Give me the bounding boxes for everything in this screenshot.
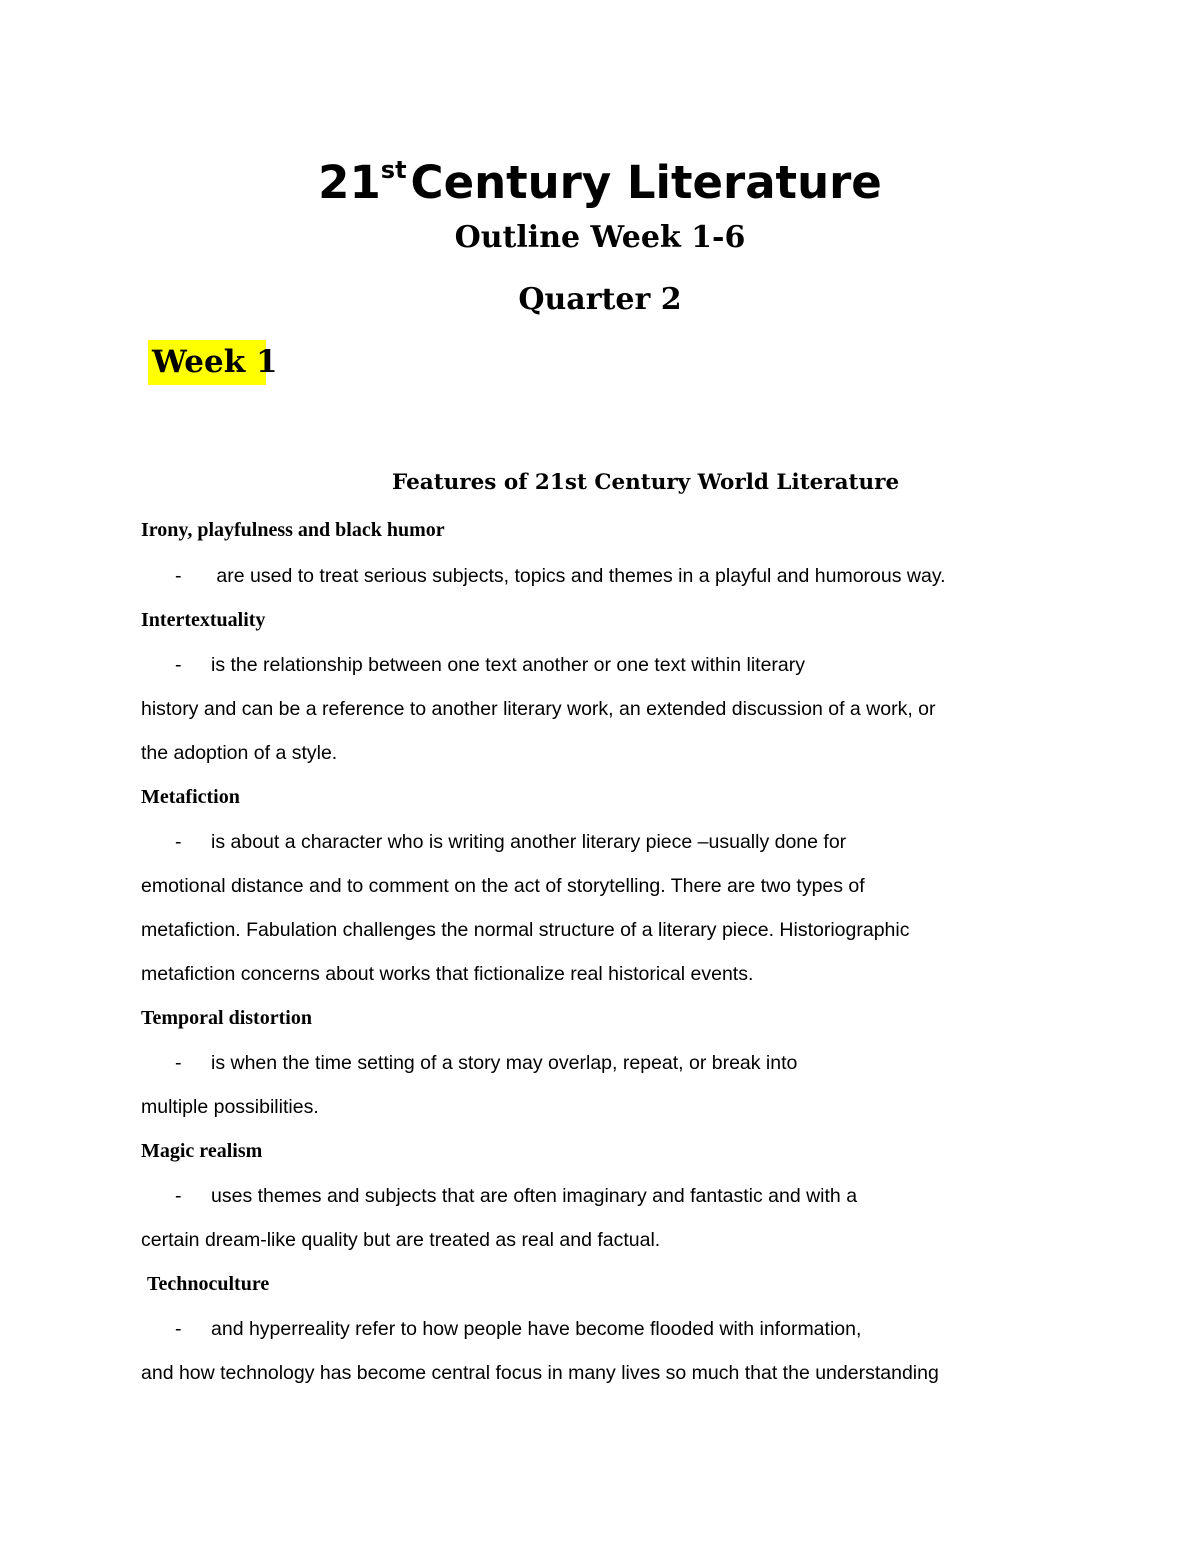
feature-bullet	[175, 1182, 857, 1210]
feature-continuation: emotional distance and to comment on the act of storytelling. There are two types of	[141, 875, 865, 897]
feature-bullet	[175, 562, 946, 590]
feature-term: Temporal distortion	[141, 1007, 312, 1029]
feature-description: and hyperreality refer to how people have become flooded with information,	[211, 1318, 862, 1340]
feature-term: Irony, playfulness and black humor	[141, 519, 445, 541]
bullet-dash: -	[175, 1318, 182, 1340]
feature-bullet	[175, 651, 805, 679]
feature-term: Magic realism	[141, 1140, 263, 1162]
feature-term: Technoculture	[147, 1273, 270, 1295]
feature-description: are used to treat serious subjects, topics and themes in a playful and humorous way.	[211, 565, 946, 587]
feature-term: Metafiction	[141, 786, 240, 808]
bullet-dash: -	[175, 1185, 182, 1207]
bullet-dash: -	[175, 1052, 182, 1074]
page-title	[0, 140, 1200, 213]
bullet-dash: -	[175, 831, 182, 853]
bullet-dash: -	[175, 565, 182, 587]
feature-continuation: history and can be a reference to another literary work, an extended discussion of a work, or	[141, 698, 936, 720]
feature-continuation: the adoption of a style.	[141, 742, 338, 764]
bullet-dash: -	[175, 654, 182, 676]
feature-continuation: multiple possibilities.	[141, 1096, 319, 1118]
feature-term: Intertextuality	[141, 609, 266, 631]
feature-description: is the relationship between one text another or one text within literary	[211, 654, 806, 676]
feature-continuation: metafiction. Fabulation challenges the normal structure of a literary piece. Historiographic	[141, 919, 910, 941]
title-number: 21	[318, 156, 381, 209]
title-superscript: st	[380, 156, 407, 184]
feature-bullet	[175, 828, 846, 856]
feature-bullet	[175, 1049, 797, 1077]
feature-description: is about a character who is writing another literary piece –usually done for	[211, 831, 847, 853]
week-heading: Week 1	[148, 340, 266, 385]
feature-bullet	[175, 1315, 861, 1343]
feature-description: uses themes and subjects that are often imaginary and fantastic and with a	[211, 1185, 858, 1207]
section-title: Features of 21st Century World Literature	[392, 470, 900, 495]
feature-description: is when the time setting of a story may overlap, repeat, or break into	[211, 1052, 798, 1074]
feature-continuation: metafiction concerns about works that fictionalize real historical events.	[141, 963, 754, 985]
feature-continuation: and how technology has become central focus in many lives so much that the understanding	[141, 1362, 939, 1384]
quarter-subtitle: Quarter 2	[518, 282, 682, 317]
outline-subtitle: Outline Week 1-6	[454, 220, 746, 255]
title-text: Century Literature	[410, 156, 882, 209]
feature-continuation: certain dream-like quality but are treated as real and factual.	[141, 1229, 661, 1251]
